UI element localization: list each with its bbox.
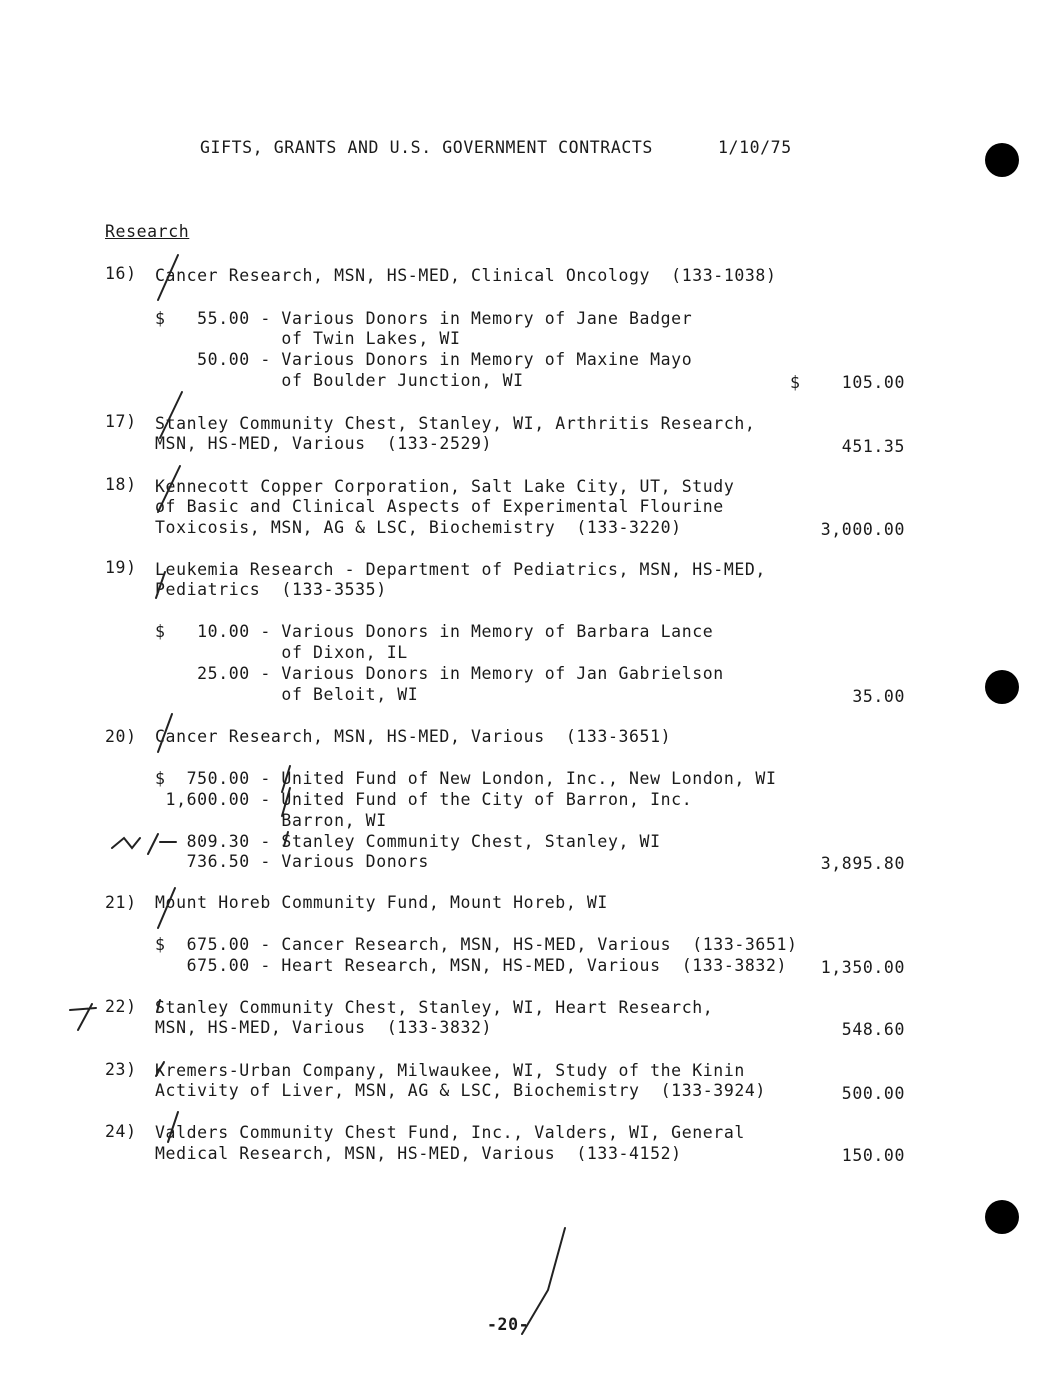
entry-title-line: Cancer Research, MSN, HS-MED, Clinical Oncology (133-1038) xyxy=(155,266,777,285)
page-number: -20- xyxy=(487,1315,530,1334)
entry-title-line: Toxicosis, MSN, AG & LSC, Biochemistry (133-3220) xyxy=(155,518,682,537)
entry-total: 35.00 xyxy=(852,687,905,706)
entry-detail-line: 50.00 - Various Donors in Memory of Maxine Mayo xyxy=(155,350,693,369)
entry-total: 3,895.80 xyxy=(820,854,905,873)
entry-number: 18) xyxy=(105,475,137,494)
punch-hole xyxy=(985,1200,1019,1234)
entry-detail-line: 809.30 - Stanley Community Chest, Stanley, WI xyxy=(155,832,661,851)
entry-detail-line: $ 675.00 - Cancer Research, MSN, HS-MED, Various (133-3651) xyxy=(155,935,798,954)
entry-total: 500.00 xyxy=(841,1084,905,1103)
entry-total: 3,000.00 xyxy=(820,520,905,539)
entry-title-line: Mount Horeb Community Fund, Mount Horeb, WI xyxy=(155,893,608,912)
entry-detail-line: 25.00 - Various Donors in Memory of Jan Gabrielson xyxy=(155,664,724,683)
entry-total: 548.60 xyxy=(841,1020,905,1039)
entry-title-line: Leukemia Research - Department of Pediatrics, MSN, HS-MED, xyxy=(155,560,766,579)
punch-hole xyxy=(985,670,1019,704)
entry-total: 105.00 xyxy=(841,373,905,392)
entry-title-line: Cancer Research, MSN, HS-MED, Various (133-3651) xyxy=(155,727,672,746)
entry-title-line: Activity of Liver, MSN, AG & LSC, Biochemistry (133-3924) xyxy=(155,1081,766,1100)
entry-title-line: Stanley Community Chest, Stanley, WI, Arthritis Research, xyxy=(155,414,756,433)
entry-title-line: Stanley Community Chest, Stanley, WI, Heart Research, xyxy=(155,998,714,1017)
entry-total: 1,350.00 xyxy=(820,958,905,977)
total-dollar-sign: $ xyxy=(790,373,801,392)
document-title: GIFTS, GRANTS AND U.S. GOVERNMENT CONTRACTS xyxy=(200,138,653,157)
entry-detail-line: 736.50 - Various Donors xyxy=(155,852,429,871)
entry-detail-line: of Twin Lakes, WI xyxy=(155,329,461,348)
section-heading: Research xyxy=(105,222,190,241)
entry-title-line: MSN, HS-MED, Various (133-2529) xyxy=(155,434,493,453)
entry-detail-line: 1,600.00 - United Fund of the City of Barron, Inc. xyxy=(155,790,693,809)
tally-mark xyxy=(70,1004,96,1030)
entry-number: 16) xyxy=(105,264,137,283)
entry-detail-line: $ 750.00 - United Fund of New London, Inc., New London, WI xyxy=(155,769,777,788)
entry-detail-line: of Dixon, IL xyxy=(155,643,408,662)
entry-number: 17) xyxy=(105,412,137,431)
entry-number: 20) xyxy=(105,727,137,746)
entry-number: 19) xyxy=(105,558,137,577)
entry-detail-line: Barron, WI xyxy=(155,811,387,830)
document-date: 1/10/75 xyxy=(718,138,792,157)
entry-title-line: Kremers-Urban Company, Milwaukee, WI, Study of the Kinin xyxy=(155,1061,745,1080)
punch-hole xyxy=(985,143,1019,177)
entry-detail-line: $ 10.00 - Various Donors in Memory of Barbara Lance xyxy=(155,622,714,641)
entry-title-line: Valders Community Chest Fund, Inc., Valders, WI, General xyxy=(155,1123,745,1142)
entry-detail-line: 675.00 - Heart Research, MSN, HS-MED, Various (133-3832) xyxy=(155,956,788,975)
entry-title-line: of Basic and Clinical Aspects of Experimental Flourine xyxy=(155,497,724,516)
entry-number: 23) xyxy=(105,1060,137,1079)
entry-title-line: Pediatrics (133-3535) xyxy=(155,580,387,599)
entry-detail-line: of Boulder Junction, WI xyxy=(155,371,524,390)
entry-detail-line: $ 55.00 - Various Donors in Memory of Jane Badger xyxy=(155,309,693,328)
entry-title-line: MSN, HS-MED, Various (133-3832) xyxy=(155,1018,493,1037)
entry-title-line: Kennecott Copper Corporation, Salt Lake City, UT, Study xyxy=(155,477,735,496)
entry-detail-line: of Beloit, WI xyxy=(155,685,419,704)
entry-number: 24) xyxy=(105,1122,137,1141)
entry-total: 150.00 xyxy=(841,1146,905,1165)
entry-title-line: Medical Research, MSN, HS-MED, Various (133-4152) xyxy=(155,1144,682,1163)
entry-total: 451.35 xyxy=(841,437,905,456)
entry-number: 21) xyxy=(105,893,137,912)
entry-number: 22) xyxy=(105,997,137,1016)
